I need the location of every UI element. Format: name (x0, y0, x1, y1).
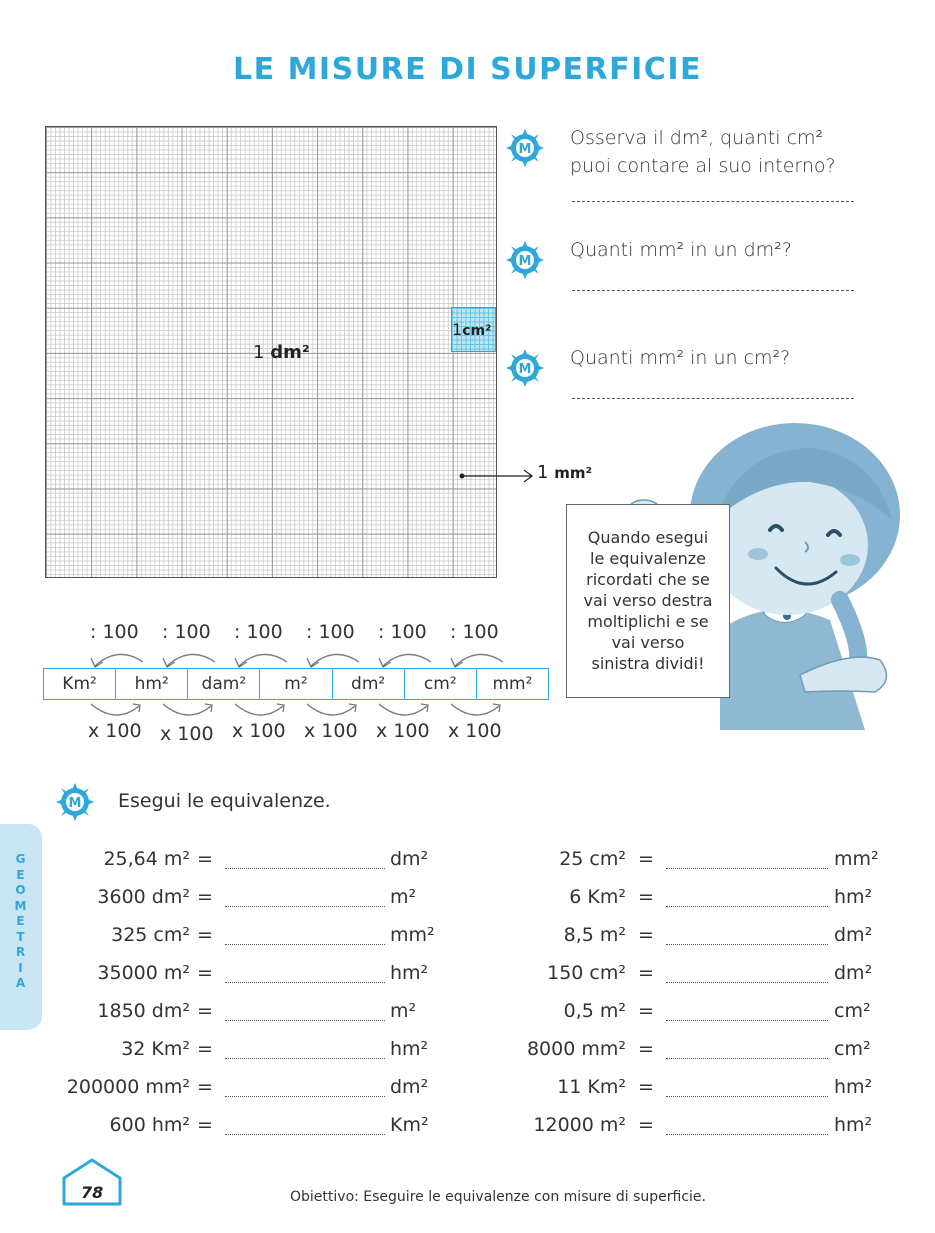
answer-line-1[interactable] (572, 201, 854, 202)
equivalence-row: 0,5 m² = cm² (563, 1000, 871, 1022)
cm-label: 1cm² (452, 320, 492, 339)
question-1: Osserva il dm², quanti cm² puoi contare al suo interno? (570, 127, 836, 177)
divide-label: : 100 (162, 621, 211, 643)
divide-label: : 100 (450, 621, 499, 643)
equivalence-row: 35000 m² = hm² (97, 962, 429, 984)
equivalence-row: 200000 mm² = dm² (66, 1076, 429, 1098)
unit-cell: dm² (333, 669, 405, 699)
answer-blank[interactable] (666, 906, 828, 907)
unit-cell: mm² (492, 674, 533, 694)
equivalence-row: 6 Km² = hm² (569, 886, 873, 908)
answer-blank[interactable] (225, 868, 385, 869)
answer-blank[interactable] (666, 1134, 828, 1135)
method-icon (55, 782, 95, 822)
footer-objective: Obiettivo: Eseguire le equivalenze con misure di superficie. (290, 1189, 706, 1205)
unit-cell: hm² (116, 669, 188, 699)
equivalence-row: 600 hm² = Km² (109, 1114, 429, 1136)
svg-text:M: M (68, 796, 82, 811)
equivalence-row: 8000 mm² = cm² (526, 1038, 871, 1060)
equivalence-row: 25,64 m² = dm² (103, 848, 429, 870)
equivalence-row: 150 cm² = dm² (547, 962, 873, 984)
answer-blank[interactable] (225, 1058, 385, 1059)
question-3: Quanti mm² in un cm²? (570, 347, 791, 369)
multiply-label: x 100 (448, 720, 502, 742)
multiply-label: x 100 (304, 720, 358, 742)
dm-label: 1 dm² (253, 342, 310, 363)
answer-line-3[interactable] (572, 398, 854, 399)
answer-blank[interactable] (225, 944, 385, 945)
mm-label: 1 mm² (537, 462, 593, 483)
unit-cell: dam² (188, 669, 260, 699)
svg-text:M: M (518, 142, 532, 157)
answer-blank[interactable] (666, 1058, 828, 1059)
mm-pointer-arrow (458, 466, 538, 486)
question-2: Quanti mm² in un dm²? (570, 239, 792, 261)
answer-blank[interactable] (666, 982, 828, 983)
answer-blank[interactable] (666, 1020, 828, 1021)
method-icon (505, 128, 545, 168)
svg-text:M: M (518, 362, 532, 377)
answer-blank[interactable] (225, 982, 385, 983)
answer-blank[interactable] (666, 944, 828, 945)
equivalence-row: 325 cm² = mm² (111, 924, 435, 946)
multiply-label: x 100 (160, 723, 214, 745)
equivalence-row: 8,5 m² = dm² (563, 924, 873, 946)
unit-cell: cm² (405, 669, 477, 699)
answer-blank[interactable] (225, 1096, 385, 1097)
equivalence-row: 25 cm² = mm² (559, 848, 879, 870)
answer-blank[interactable] (225, 1020, 385, 1021)
divide-label: : 100 (90, 621, 139, 643)
multiply-label: x 100 (376, 720, 430, 742)
answer-blank[interactable] (666, 1096, 828, 1097)
equivalence-row: 12000 m² = hm² (533, 1114, 873, 1136)
multiply-label: x 100 (232, 720, 286, 742)
method-icon (505, 348, 545, 388)
page-title: LE MISURE DI SUPERFICIE (233, 52, 702, 87)
units-table (43, 668, 549, 700)
equivalence-row: 3600 dm² = m² (97, 886, 417, 908)
exercise-instruction: Esegui le equivalenze. (118, 790, 331, 812)
answer-blank[interactable] (225, 906, 385, 907)
unit-cell: Km² (44, 669, 116, 699)
equivalence-row: 1850 dm² = m² (97, 1000, 417, 1022)
divide-label: : 100 (234, 621, 283, 643)
equivalence-row: 32 Km² = hm² (121, 1038, 429, 1060)
answer-line-2[interactable] (572, 290, 854, 291)
divide-label: : 100 (378, 621, 427, 643)
answer-blank[interactable] (225, 1134, 385, 1135)
tip-card: Quando esegui le equivalenze ricordati che se vai verso destra moltiplichi e se vai verso sinistra dividi! (566, 504, 730, 698)
unit-cell: m² (260, 669, 332, 699)
multiply-label: x 100 (88, 720, 142, 742)
page-number: 78 (81, 1183, 104, 1202)
answer-blank[interactable] (666, 868, 828, 869)
divide-label: : 100 (306, 621, 355, 643)
method-icon (505, 240, 545, 280)
equivalence-row: 11 Km² = hm² (557, 1076, 873, 1098)
section-tab-label: G E O M E T R I A (14, 852, 28, 990)
svg-text:M: M (518, 254, 532, 269)
